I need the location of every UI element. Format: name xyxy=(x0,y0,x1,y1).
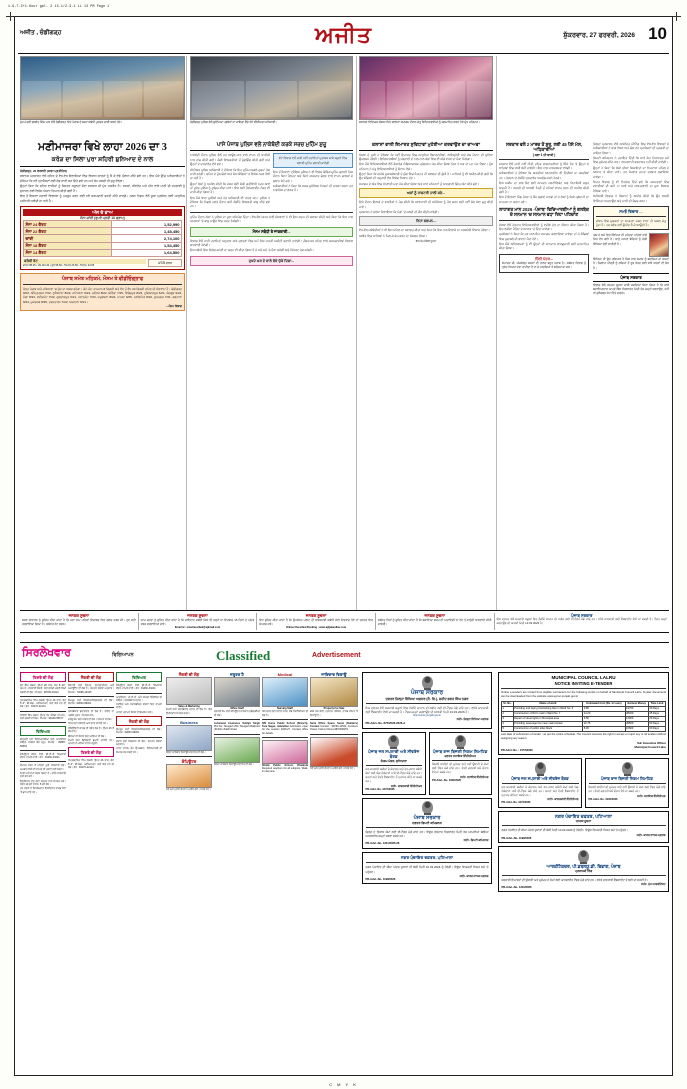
col2-body-c: ਮੁਹਿੰਮ ਦੌਰਾਨ ਲੋਕਾਂ ਨੇ ਪੁਲਿਸ ਦਾ ਪੂਰਾ ਸਹਿਯੋਗ ਦਿੱਤਾ। ਵੱਖ-ਵੱਖ ਸਮਾਜ ਸੇਵੀ ਸੰਸਥਾਵਾਂ ਨੇ ਵੀ ਇਸ ਕਦਮ ਦੀ ਸ਼ਲਾਘਾ ਕੀਤੀ ਅਤੇ ਕਿਹਾ ਕਿ ਇਸ ਨਾਲ ਅਪਰਾਧਾਂ 'ਤੇ ਕਾਬੂ ਪਾਉਣ ਵਿਚ ਮਦਦ ਮਿਲੇਗੀ। xyxy=(190,214,353,224)
photo-figures xyxy=(191,81,352,117)
tender-preview-title: ਪੰਜਾਬ ਸਰਕਾਰ xyxy=(571,613,593,618)
public-notice-title: ਜਨਤਕ ਸੂਚਨਾ xyxy=(424,613,445,618)
columnist-text-2: ਸਿੱਖਿਆ ਹੀ ਉਹ ਹਥਿਆਰ ਹੈ ਜਿਸ ਨਾਲ ਸਮਾਜ ਨੂੰ ਬਦਲਿਆ ਜਾ ਸਕਦਾ ਹੈ। ਨੌਜਵਾਨ ਪੀੜ੍ਹੀ ਨੂੰ ਨਸ਼ਿਆਂ ਤੋਂ ਦੂਰ ਰੱਖਣ ਲਈ ਸਾਂਝੇ ਯਤਨਾਂ ਦੀ ਲੋੜ ਹੈ। xyxy=(593,257,669,270)
govt-ad-header: ਪੰਜਾਬ ਸਰਕਾਰ xyxy=(413,815,441,822)
classified-ad: ਬਾਰ੍ਹਵੀਂ ਪਾਸ ਵਿਦਿਆਰਥੀਆਂ ਲਈ ਆਈਲੈਟਸ ਕੋਚਿੰਗ, ਸਪੈਸ਼ਲ ਬੈਚ ਸ਼ੁਰੂ। ਸੰਪਰਕ : 99887-66554 xyxy=(20,738,66,748)
note-box-1 xyxy=(190,227,353,237)
gold-box-title: ਅੱਜ ਦੇ ਭਾਅ xyxy=(23,209,182,216)
tender-note: Last date of submission of tender : as per the online schedule. The Council reserves the right to accept or reject any or all tenders without assigning any reason. xyxy=(501,733,666,741)
public-notice-body: ਇਹ ਸੂਚਿਤ ਕੀਤਾ ਜਾਂਦਾ ਹੈ ਕਿ ਉਪਰੋਕਤ ਪਲਾਟ ਦੀ ਰਜਿਸਟਰੀ ਸਬੰਧੀ ਕੋਈ ਇਤਰਾਜ਼ ਹੋਵੇ ਤਾਂ ਦਫ਼ਤਰ ਵਿਚ ਸੰਪਰਕ ਕਰੋ। xyxy=(259,618,373,627)
govt-ad-sub: ਦਫ਼ਤਰ ਜ਼ਿਲ੍ਹਾ ਸਿੱਖਿਆ ਅਫ਼ਸਰ (ਸੈ. ਸਿ.), ਸ਼ਹੀਦ ਭਗਤ ਸਿੰਘ ਨਗਰ xyxy=(385,696,469,701)
public-notice xyxy=(139,613,258,630)
display-ad-title: ਨੌਕਰੀ ਦੀ ਲੋੜ xyxy=(178,672,200,677)
display-ad-body: ਨਵੇਂ ਅਤੇ ਪੁਰਾਣੇ ਲੈਪਟਾਪ ਖ਼ਰੀਦੋ-ਵੇਚੋ। ਸਸਤੇ ਰੇਟ। xyxy=(166,788,211,791)
col2-headline: ਪਾਸੇ ਪੰਜਾਬ ਪੁਲਿਸ ਵਲੋਂ ਨਾਕੇਬੰਦੀ ਕਰਕੇ ਸਰਚ ਮੁਹਿੰਮ ਸ਼ੁਰੂ xyxy=(216,142,327,148)
tender-col-head: Sr. No. xyxy=(503,702,512,706)
classified-col-1 xyxy=(20,672,66,795)
company-ad-body: Admission open for the session 2026-27. Contact office for details. xyxy=(262,725,308,735)
classified-heading-block xyxy=(116,716,162,726)
tender-cell: 30 Days xyxy=(648,706,665,711)
govt-ad-body: ਨਗਰ ਪੰਚਾਇਤ ਦੀ ਸੀਮਾ ਅੰਦਰ ਦੁਕਾਨਾਂ ਦੀ ਬੋਲੀ ਮਿਤੀ 10.03.2026 ਨੂੰ ਹੋਵੇਗੀ। ਇਛੁੱਕ ਵਿਅਕਤੀ ਨਿਯਤ ਸਮੇਂ 'ਤੇ ਪਹੁੰਚਣ। xyxy=(365,865,489,874)
tender-cell: 13000 xyxy=(625,716,648,721)
display-ad-title: ਜਾਇਦਾਦ ਵਿਕਾਊ xyxy=(321,672,347,677)
column-rule-1 xyxy=(186,56,187,611)
col3-tiny-note: ਇਸ ਲੇਖ ਸੰਬੰਧੀ ਸੂਚਨਾ xyxy=(415,240,437,244)
lead-photo-2-wrap xyxy=(190,56,353,125)
display-ad-image xyxy=(166,764,212,788)
lead-body-left: ਚੰਡੀਗੜ੍ਹ, 26 ਫਰਵਰੀ (ਸਾਡਾ ਪ੍ਰਤੀਨਿਧ) ਸਥਾਨਕ ਪ੍ਰਸ਼ਾਸਨ ਵੱਲੋਂ ਸ਼ਹਿਰ ਦੇ ਵੱਖ-ਵੱਖ ਇਲਾਕਿਆਂ ਵਿਚ ਵਿਕਾਸ ਕਾਰਜਾਂ ਨੂੰ ਲੈ ਕੇ ਵੱਡੇ ਐਲਾਨ ਕੀਤੇ ਗਏ ਹਨ। ਇਸ ਮੌਕੇ ਉੱਚ ਅਧਿਕਾਰੀਆਂ ਨੇ ਦੱਸਿਆ ਕਿ ਨਵੇਂ ਪ੍ਰਾਜੈਕਟਾਂ ਲਈ ਫੰਡ ਜਾਰੀ ਕਰ ਦਿੱਤੇ ਗਏ ਹਨ ਅਤੇ ਕੰਮ ਜਲਦੀ ਹੀ ਸ਼ੁਰੂ ਹੋਵੇਗਾ। ਉਨ੍ਹਾਂ ਕਿਹਾ ਕਿ ਸ਼ਹਿਰ ਵਾਸੀਆਂ ਨੂੰ ਬਿਹਤਰ ਸਹੂਲਤਾਂ ਦੇਣਾ ਸਰਕਾਰ ਦੀ ਮੁੱਖ ਤਰਜੀਹ ਹੈ। ਸੜਕਾਂ, ਸੀਵਰੇਜ ਅਤੇ ਪੀਣ ਵਾਲੇ ਪਾਣੀ ਦੀ ਸਪਲਾਈ ਨੂੰ ਸੁਧਾਰਨ ਲਈ ਵਿਸ਼ੇਸ਼ ਯੋਜਨਾ ਤਿਆਰ ਕੀਤੀ ਗਈ ਹੈ। ਇਸ ਤੋਂ ਇਲਾਵਾ ਸਫ਼ਾਈ ਵਿਵਸਥਾ ਨੂੰ ਮਜ਼ਬੂਤ ਕਰਨ ਲਈ ਨਵੇਂ ਕਰਮਚਾਰੀ ਭਰਤੀ ਕੀਤੇ ਜਾਣਗੇ। ਨਗਰ ਨਿਗਮ ਵੱਲੋਂ ਕੂੜਾ ਪ੍ਰਬੰਧਨ ਲਈ ਆਧੁਨਿਕ ਮਸ਼ੀਨਰੀ ਖ਼ਰੀਦੀ ਜਾ ਰਹੀ ਹੈ। xyxy=(20,168,185,203)
state-emblem-icon xyxy=(388,735,399,748)
classified-banner-title: Classified xyxy=(216,648,271,663)
tender-cell: 28400 xyxy=(625,711,648,716)
company-ad-2 xyxy=(262,764,308,774)
col2-body-a: ਨਾਕੇਬੰਦੀ ਦੌਰਾਨ ਪੁਲਿਸ ਵੱਲੋਂ ਹਰ ਆਉਣ-ਜਾਣ ਵਾਲੇ ਵਾਹਨ ਦੀ ਬਾਰੀਕੀ ਨਾਲ ਜਾਂਚ ਕੀਤੀ ਗਈ। ਸ਼ੱਕੀ ਵਿਅਕਤੀਆਂ ਤੋਂ ਪੁੱਛਗਿੱਛ ਕੀਤੀ ਗਈ ਅਤੇ ਉਨ੍ਹਾਂ ਦੇ ਦਸਤਾਵੇਜ਼ ਵੇਖੇ ਗਏ। ਸੀਨੀਅਰ ਪੁਲਿਸ ਅਧਿਕਾਰੀ ਨੇ ਦੱਸਿਆ ਕਿ ਇਹ ਮੁਹਿੰਮ ਅਗਲੇ ਹੁਕਮਾਂ ਤੱਕ ਜਾਰੀ ਰਹੇਗੀ। ਸ਼ਹਿਰ ਦੇ ਮੁੱਖ ਚੌਕਾਂ ਅਤੇ ਬੱਸ ਅੱਡਿਆਂ 'ਤੇ ਵਿਸ਼ੇਸ਼ ਨਜ਼ਰ ਰੱਖੀ ਜਾ ਰਹੀ ਹੈ। ਉਨ੍ਹਾਂ ਲੋਕਾਂ ਨੂੰ ਅਪੀਲ ਕੀਤੀ ਕਿ ਜੇਕਰ ਕੋਈ ਸ਼ੱਕੀ ਗਤੀਵਿਧੀ ਨਜ਼ਰ ਆਵੇ ਤਾਂ ਤੁਰੰਤ ਪੁਲਿਸ ਨੂੰ ਸੂਚਿਤ ਕੀਤਾ ਜਾਵੇ। ਇਸ ਲਈ ਹੈਲਪਲਾਈਨ ਨੰਬਰ ਵੀ ਜਾਰੀ ਕੀਤਾ ਗਿਆ ਹੈ। ਇਸ ਮੌਕੇ ਥਾਣਾ ਮੁਖੀਆਂ ਅਤੇ ਹੋਰ ਅਧਿਕਾਰੀ ਵੀ ਹਾਜ਼ਰ ਸਨ। ਪੁਲਿਸ ਨੇ ਦੱਸਿਆ ਕਿ ਪਿਛਲੇ ਹਫ਼ਤੇ ਦੌਰਾਨ ਕਈ ਲੋੜੀਂਦੇ ਵਿਅਕਤੀ ਕਾਬੂ ਕੀਤੇ ਗਏ ਹਨ। xyxy=(190,153,270,209)
display-ad-body: ਚੱਲਦਾ ਕਾਰੋਬਾਰ ਵਿਕਾਊ/ਪਾਰਟਨਰ ਦੀ ਲੋੜ। xyxy=(214,762,254,766)
tender-col-head: Name of work xyxy=(513,701,583,706)
weather-title: ਪੰਜਾਬ ਸਮੇਤ ਮਹਿਕਮੇ, ਮੌਸਮ ਤੇ ਵੀਡੀਓਗ੍ਰਾਫ xyxy=(61,275,144,282)
note-box-2 xyxy=(190,256,353,266)
govt-ad xyxy=(362,732,426,795)
gold-row-value: 2,74,100 xyxy=(112,235,182,242)
currency-note: ਡਾਲਰ 88.25 • ਪੌਂਡ 110.40 • ਯੂਰੋ 95.60 • ਰਿਆਲ 23.50 • ਦਿਰਹਮ 24.05 xyxy=(23,263,95,267)
public-notice-title: ਜਨਤਕ ਸੂਚਨਾ xyxy=(305,613,327,618)
govt-ad-body: ਬਿਜਲੀ ਲਾਈਨਾਂ ਦੀ ਮੁਰੰਮਤ ਅਤੇ ਨਵੀਂ ਉਸਾਰੀ ਦੇ ਕੰਮਾਂ ਲਈ ਟੈਂਡਰ ਮੰਗੇ ਜਾਂਦੇ ਹਨ। ਵੇਰਵੇ ਦਫ਼ਤਰੀ ਸਮੇਂ ਦੌਰਾਨ ਵੇਖੇ ਜਾ ਸਕਦੇ ਹਨ। xyxy=(588,784,666,793)
tender-cell: 45500 xyxy=(625,721,648,726)
tender-cell: 1 xyxy=(502,706,514,711)
state-emblem-icon xyxy=(622,762,633,775)
lead-photo-1-caption: ਮੁੱਖ ਮੰਤਰੀ ਭਗਵੰਤ ਸਿੰਘ ਮਾਨ ਵੱਲੋਂ ਚੰਡੀਗੜ੍ਹ ਵਿਖੇ ਪੰਜਾਬ ਦੇ ਬਜਟ ਸਬੰਧੀ ਪੁਸਤਕ ਜਾਰੀ ਕਰਦੇ ਹੋਏ। xyxy=(20,120,123,124)
classified-ad-extra: ਸੰਪਰਕ ਕਰਨ ਤੋਂ ਪਹਿਲਾਂ ਪੂਰੀ ਜਾਣਕਾਰੀ ਲਵੋ। ਅਖ਼ਬਾਰ ਕਿਸੇ ਵੀ ਦਾਅਵੇ ਦੀ ਪੁਸ਼ਟੀ ਨਹੀਂ ਕਰਦਾ। ਮਿਤੀ ਅਤੇ ਸਮਾਂ ਬਦਲ ਸਕਦਾ ਹੈ। ਵਧੇਰੇ ਜਾਣਕਾਰੀ ਲਈ ਫ਼ੋਨ ਕਰੋ। ਇਸ਼ਤਿਹਾਰ ਦੇਣ ਲਈ ਦਫ਼ਤਰ ਨਾਲ ਸੰਪਰਕ ਕਰੋ। ਸਵੇਰੇ 10 ਵਜੇ ਤੋਂ ਸ਼ਾਮ 5 ਵਜੇ ਤੱਕ। ਹਰ ਤਰ੍ਹਾਂ ਦੇ ਸਿਰਲੇਖਵਾਰ ਇਸ਼ਤਿਹਾਰ ਵਾਜਬ ਰੇਟਾਂ 'ਤੇ ਛਾਪੇ ਜਾਂਦੇ ਹਨ। xyxy=(20,764,66,794)
crop-mark-tr xyxy=(672,12,681,21)
govt-ad-sign: ਸਹੀ/- ਕਾਰਜਕਾਰੀ ਇੰਜੀਨੀਅਰ xyxy=(547,797,579,802)
right-top-headline: ਸਰਕਾਰ ਵਲੋਂ 2 ਮਾਰਚ ਤੋਂ ਸ਼ੁਰੂ, ਲਈ 45 ਪੈਸੇ ਮੇਲ, ਅਧਿਕਾਰੀਆਂ xyxy=(505,142,583,153)
tender-preview-body: ਇਸ ਦਫ਼ਤਰ ਵੱਲੋਂ ਸਰਕਾਰੀ ਸਕੂਲਾਂ ਵਿਚ ਲੋੜੀਂਦੇ ਸਾਮਾਨ ਦੀ ਖ਼ਰੀਦ ਲਈ ਈ-ਟੈਂਡਰ ਮੰਗੇ ਜਾਂਦੇ ਹਨ। ਵਧੇਰੇ ਜਾਣਕਾਰੀ ਲਈ ਵੈੱਬਸਾਈਟ ਵੇਖੀ ਜਾ ਸਕਦੀ ਹੈ। ਟੈਂਡਰ ਜਮ੍ਹਾਂ ਕਰਵਾਉਣ ਦੀ ਆਖ਼ਰੀ ਮਿਤੀ 13.03.2026 ਹੈ। xyxy=(496,617,668,625)
photo-figures xyxy=(360,81,492,117)
editorial-note-box xyxy=(499,254,589,273)
gold-row-label: ਸੋਨਾ 18 ਕੈਰਟ xyxy=(24,242,112,249)
classified-heading-block xyxy=(20,726,66,736)
note-box-3-title: ਅਸਾਂ ਨੂੰ ਰਾਸ਼ਟਰੀ ਹਾਲੀ ਬਣੇ... xyxy=(406,191,446,196)
classified-ad: ਫੈਕਟਰੀ ਲਈ ਹੈਲਪਰ, ਸੁਪਰਵਾਈਜ਼ਰ ਅਤੇ ਅਕਾਊਂਟੈਂਟ ਦੀ ਲੋੜ ਹੈ। ਤਨਖ਼ਾਹ ਯੋਗਤਾ ਅਨੁਸਾਰ। ਸੰਪਰਕ : 70098-12345 xyxy=(68,684,114,694)
display-ad-body: 200 ਗਜ਼ ਕੋਠੀ, ਪ੍ਰਾਈਮ ਲੋਕੇਸ਼ਨ, ਵਾਜਬ ਕੀਮਤ 'ਤੇ ਵਿਕਾਊ ਹੈ। xyxy=(310,710,358,717)
classified-display-3 xyxy=(262,672,308,774)
tender-sign-1: Sd/- Executive Officer xyxy=(637,741,666,746)
editorial-note-text: ਸੰਪਾਦਕ ਜੀ, ਅੱਜਕੱਲ੍ਹ ਸੜਕਾਂ ਦੀ ਹਾਲਤ ਬਹੁਤ ਖ਼ਰਾਬ ਹੈ। ਸਬੰਧਤ ਵਿਭਾਗ ਨੂੰ ਤੁਰੰਤ ਧਿਆਨ ਦੇਣਾ ਚਾਹੀਦਾ ਹੈ ਤਾਂ ਜੋ ਹਾਦਸਿਆਂ ਤੋਂ ਬਚਿਆ ਜਾ ਸਕੇ। xyxy=(502,260,586,269)
col3-headline: ਕਲਾਸਾਂ ਵਾਲੀ ਇਮਾਰਤ ਸੁਵਿਧਾਵਾਂ ਮੁਹੱਈਆ ਕਰਵਾਉਣ ਦਾ ਦਾਅਵਾ xyxy=(372,142,480,147)
govt-ad-press-no: PR-Advt.-No. 1198/2026 xyxy=(365,877,396,881)
gold-row-label: ਸੋਨਾ 24 ਕੈਰਟ xyxy=(24,221,112,228)
note-box-4-title: ਰਿਹਾ ਬਚਪਨ... xyxy=(416,219,436,224)
tender-title-1: MUNICIPAL COUNCIL LALRU xyxy=(551,675,616,680)
lead-photo-2-caption: ਚੰਡੀਗੜ੍ਹ ਪੁਲਿਸ ਵੱਲੋਂ ਸੁਰੱਖਿਆ ਪ੍ਰਬੰਧਾਂ ਦਾ ਜਾਇਜ਼ਾ ਲੈਂਦੇ ਹੋਏ ਸੀਨੀਅਰ ਅਧਿਕਾਰੀ। xyxy=(190,120,278,124)
display-ad-image xyxy=(214,737,260,763)
lead-photo-3 xyxy=(359,56,493,120)
classified-col-3 xyxy=(116,672,162,755)
classified-ad-extra-3: ਆਈਲੈਟਸ, ਪੀ.ਟੀ.ਈ. ਅਤੇ ਸਪੋਕਨ ਇੰਗਲਿਸ਼ ਦੀ ਕੋਚਿੰਗ। ਤਜਰਬੇਕਾਰ ਸਟਾਫ਼। ਨਰਸਿੰਗ ਅਤੇ ਪੈਰਾਮੈਡੀਕਲ ਕੋਰਸਾਂ ਵਿਚ ਦਾਖ਼ਲਾ ਜਾਰੀ। ਮਾਨਤਾ ਪ੍ਰਾਪਤ ਸੰਸਥਾ ਤੋਂ ਡਿਪਲੋਮਾ ਕਰੋ। xyxy=(116,695,162,714)
table-row xyxy=(24,221,182,228)
gold-row-value: 1,52,990 xyxy=(112,221,182,228)
gold-row-label: ਸੋਨਾ 22 ਕੈਰਟ xyxy=(24,228,112,235)
tender-cell: Repair of street lights in Municipal area xyxy=(513,716,583,721)
table-row xyxy=(502,726,666,731)
classified-ad: ਕੰਪਿਊਟਰ ਕੋਰਸ, ਟੈਲੀ, ਡੀ.ਟੀ.ਪੀ. ਸਿਖਲਾਈ ਕੇਂਦਰ, ਦਾਖ਼ਲੇ ਜਾਰੀ। ਫ਼ੋਨ : 81460-33221 xyxy=(116,684,162,691)
right-body-d: ਵਿਭਾਗ ਵੱਲੋਂ ਜਨਤਕ ਸੂਚਨਾ ਜਾਰੀ ਕਰਦਿਆਂ ਕਿਹਾ ਗਿਆ ਹੈ ਕਿ ਸਾਰੇ ਬਕਾਇਆਦਾਰ ਆਪਣੇ ਬਿੱਲ ਨਿਰਧਾਰਤ ਮਿਤੀ ਤੱਕ ਜਮ੍ਹਾਂ ਕਰਵਾਉਣ, ਨਹੀਂ ਤਾਂ ਕੁਨੈਕਸ਼ਨ ਕੱਟ ਦਿੱਤੇ ਜਾਣਗੇ। xyxy=(593,283,669,296)
classified-banner-left-sub: ਵਿਗਿਆਪਨ xyxy=(112,652,134,658)
public-notice-title: ਜਨਤਕ ਸੂਚਨਾ xyxy=(187,613,208,618)
display-ad-caption: Sales & Marketing xyxy=(178,705,200,708)
gold-rate-box xyxy=(20,206,185,270)
govt-ad-body: ਜਲ ਸਪਲਾਈ ਸਕੀਮਾਂ ਦੇ ਸੰਚਾਲਨ ਅਤੇ ਰੱਖ-ਰਖਾਵ ਸਬੰਧੀ ਕੰਮਾਂ ਲਈ ਯੋਗ ਠੇਕੇਦਾਰਾਂ ਪਾਸੋਂ ਈ-ਟੈਂਡਰ ਮੰਗੇ ਜਾਂਦੇ ਹਨ। ਸ਼ਰਤਾਂ ਅਤੇ ਵੇਰਵੇ ਵੈੱਬਸਾਈਟ ਤੋਂ ਪ੍ਰਾਪਤ ਕੀਤੇ ਜਾ ਸਕਦੇ ਹਨ। xyxy=(365,767,422,784)
thought-box-text: ਜੀਵਨ ਵਿਚ ਮੁਸ਼ਕਲਾਂ ਦਾ ਸਾਹਮਣਾ ਕਰਨ ਵਾਲਾ ਹੀ ਅਸਲ ਜੇਤੂ ਹੁੰਦਾ ਹੈ। ਹਰ ਸਵੇਰ ਨਵੀਂ ਉਮੀਦ ਲੈ ਕੇ ਆਉਂਦੀ ਹੈ। xyxy=(596,218,666,228)
govt-ad-sub: ਪ੍ਰਸ਼ਾਸਕੀ ਵਿੰਗ xyxy=(574,868,593,873)
tender-cell: 2 xyxy=(502,711,514,716)
tender-cell: 22.75 xyxy=(583,721,625,726)
tender-cell: Providing and laying interlocking tiles in Ward No. 5 xyxy=(513,706,583,711)
lead-photo-1-wrap xyxy=(20,56,185,125)
classified-ad-extra-4: ਦੁਕਾਨ ਲਈ ਸੇਲਜ਼ਮੈਨ ਦੀ ਲੋੜ। ਤਨਖ਼ਾਹ ਯੋਗਤਾ ਅਨੁਸਾਰ। ਪਾਰਟ ਟਾਈਮ ਕੰਮ ਉਪਲਬਧ। ਵਿਦਿਆਰਥੀ ਵੀ ਸੰਪਰਕ ਕਰ ਸਕਦੇ ਹਨ। xyxy=(116,739,162,754)
govt-ad-url[interactable]: http://eproc.punjab.gov.in xyxy=(413,714,441,717)
classified-heading: ਰਿਸ਼ਤੇ ਦੀ ਲੋੜ xyxy=(32,674,54,680)
tender-col-head: Earnest Money xyxy=(625,701,648,706)
govt-ad-sub: ਜਨਤਕ ਸੂਚਨਾ xyxy=(575,819,592,824)
classified-display-2 xyxy=(214,672,260,766)
govt-ad-press-no: PR-Advt.-No. 875/2026-2026-A xyxy=(365,721,406,726)
govt-ad-sign: ਸਹੀ/- ਕਾਰਜ ਸਾਧਕ ਅਫ਼ਸਰ xyxy=(459,873,489,878)
company-ad-name: Shakti Public School, Bhatinda xyxy=(262,763,308,767)
govt-ad-header: ਨਗਰ ਪੰਚਾਇਤ ਦਫ਼ਤਰ, ਪਟਿਆਲਾ xyxy=(555,814,612,820)
display-ad-title: Business xyxy=(180,719,198,725)
govt-ad-header: ਪੰਜਾਬ ਰਾਜ ਬਿਜਲੀ ਨਿਗਮ ਲਿਮਟਿਡ xyxy=(432,749,488,755)
company-ad-body: Plot No. Tarogarh 252, Tarogarh Ballpoint (Public) Jhabh Road xyxy=(214,725,260,732)
column-left xyxy=(20,142,185,311)
column-rule-2 xyxy=(356,56,357,611)
tender-cell: 60 Days xyxy=(648,721,665,726)
lead-headline: ਮਣੀਮਾਜਰਾ ਵਿਖੇ ਲਾਹਾ 2026 ਦਾ 3 xyxy=(38,142,167,153)
classified-ad: ਸ਼ੋਅਰੂਮ ਲਈ ਸੇਲਜ਼ਮੈਨ/ਸੇਲਜ਼ਗਰਲ ਦੀ ਲੋੜ। ਸੰਪਰਕ : 62830-99001 xyxy=(116,728,162,735)
public-notice xyxy=(20,613,139,630)
govt-ad-body: ਜਲ ਸਪਲਾਈ ਸਕੀਮਾਂ ਦੇ ਸੰਚਾਲਨ ਅਤੇ ਰੱਖ-ਰਖਾਵ ਸਬੰਧੀ ਕੰਮਾਂ ਲਈ ਯੋਗ ਠੇਕੇਦਾਰਾਂ ਪਾਸੋਂ ਈ-ਟੈਂਡਰ ਮੰਗੇ ਜਾਂਦੇ ਹਨ। ਸ਼ਰਤਾਂ ਅਤੇ ਵੇਰਵੇ ਵੈੱਬਸਾਈਟ ਤੋਂ ਪ੍ਰਾਪਤ ਕੀਤੇ ਜਾ ਸਕਦੇ ਹਨ। xyxy=(501,784,579,797)
note-box-1-title: ਮੌਸਮ ਸਬੰਧੀ ਤੇ ਜਾਣਕਾਰੀ... xyxy=(252,229,291,234)
lead-photo-1 xyxy=(20,56,185,120)
table-row xyxy=(24,249,182,256)
classified-heading: ਨੌਕਰੀ ਦੀ ਲੋੜ xyxy=(80,674,102,680)
tender-cell: 30 Days xyxy=(648,726,665,731)
govt-ad-header: ਪੰਜਾਬ ਸਰਕਾਰ xyxy=(410,689,444,696)
right-body-c: ਜ਼ਿਲ੍ਹਾ ਪ੍ਰਸ਼ਾਸਨ ਵੱਲੋਂ ਆਯੋਜਿਤ ਮੀਟਿੰਗ ਵਿਚ ਵੱਖ-ਵੱਖ ਵਿਭਾਗਾਂ ਦੇ ਅਧਿਕਾਰੀਆਂ ਨੇ ਭਾਗ ਲਿਆ ਅਤੇ ਚੱਲ ਰਹੇ ਪ੍ਰਾਜੈਕਟਾਂ ਦੀ ਪ੍ਰਗਤੀ ਦਾ ਜਾਇਜ਼ਾ ਲਿਆ। ਡਿਪਟੀ ਕਮਿਸ਼ਨਰ ਨੇ ਹਦਾਇਤ ਦਿੱਤੀ ਕਿ ਸਾਰੇ ਕੰਮ ਨਿਰਧਾਰਤ ਸਮੇਂ ਵਿਚ ਮੁਕੰਮਲ ਕੀਤੇ ਜਾਣ। ਲਾਪਰਵਾਹੀ ਬਰਦਾਸ਼ਤ ਨਹੀਂ ਕੀਤੀ ਜਾਵੇਗੀ। ਉਨ੍ਹਾਂ ਨੇ ਕਿਹਾ ਕਿ ਲੋਕਾਂ ਦੀਆਂ ਸ਼ਿਕਾਇਤਾਂ ਦਾ ਨਿਪਟਾਰਾ ਪਹਿਲ ਦੇ ਆਧਾਰ 'ਤੇ ਕੀਤਾ ਜਾਵੇ। ਹਰ ਸੋਮਵਾਰ ਜਨਤਾ ਦਰਬਾਰ ਲਗਾਇਆ ਜਾਵੇਗਾ। ਸਿਹਤ ਵਿਭਾਗ ਨੂੰ ਵੀ ਨਿਰਦੇਸ਼ ਦਿੱਤੇ ਗਏ ਕਿ ਹਸਪਤਾਲਾਂ ਵਿਚ ਦਵਾਈਆਂ ਦੀ ਕਮੀ ਨਾ ਆਵੇ ਅਤੇ ਸਾਫ਼-ਸਫ਼ਾਈ ਦਾ ਪੂਰਾ ਖ਼ਿਆਲ ਰੱਖਿਆ ਜਾਵੇ। ਖੇਤੀਬਾੜੀ ਵਿਭਾਗ ਨੇ ਕਿਸਾਨਾਂ ਨੂੰ ਅਪੀਲ ਕੀਤੀ ਕਿ ਉਹ ਫ਼ਸਲੀ ਵਿਭਿੰਨਤਾ ਅਪਣਾਉਣ ਅਤੇ ਪਾਣੀ ਦੀ ਬੱਚਤ ਕਰਨ। xyxy=(593,142,669,203)
body-area xyxy=(18,54,671,1074)
masthead-edition: ਅਜੀਤ , ਚੰਡੀਗੜ੍ਹ xyxy=(20,30,62,36)
company-ad-body: Required teachers for all subjects. Walk-in interview. xyxy=(262,767,308,774)
classified-heading-block xyxy=(20,672,66,682)
govt-ad-header: ਨਗਰ ਪੰਚਾਇਤ ਦਫ਼ਤਰ, ਪਟਿਆਲਾ xyxy=(401,855,453,861)
govt-ad-body: ਸਰਕਾਰੀ ਇਮਾਰਤਾਂ ਦੀ ਉਸਾਰੀ ਅਤੇ ਮੁਰੰਮਤ ਦੇ ਕੰਮਾਂ ਲਈ ਆਨਲਾਈਨ ਟੈਂਡਰ ਮੰਗੇ ਜਾਂਦੇ ਹਨ। ਵਧੇਰੇ ਜਾਣਕਾਰੀ ਵੈੱਬਸਾਈਟ ਤੋਂ ਲਈ ਜਾ ਸਕਦੀ ਹੈ। xyxy=(501,877,649,882)
sidebar-note-blue xyxy=(273,153,353,168)
tender-cell: Providing sewerage line near main bazaar xyxy=(513,721,583,726)
company-ad-name: Sarla Office Space Suren (Builders) Contact xyxy=(310,721,358,728)
gold-row-value: 1,54,450 xyxy=(112,242,182,249)
govt-ad-press-no: PR-Advt.-No. 1241/2026-26 xyxy=(365,842,400,846)
govt-ad-header: ਪੰਜਾਬ ਜਲ ਸਪਲਾਈ ਅਤੇ ਸੀਵਰੇਜ ਬੋਰਡ xyxy=(368,749,420,760)
classified-ad: ਸ਼ੋਅਰੂਮ ਲਈ ਸੇਲਜ਼ਮੈਨ/ਸੇਲਜ਼ਗਰਲ ਦੀ ਲੋੜ। ਸੰਪਰਕ : 62830-99001 xyxy=(68,698,114,705)
company-ad xyxy=(214,722,260,732)
color-registration-footer: C M Y K xyxy=(329,1082,358,1087)
tender-cell: 8.30 xyxy=(583,726,625,731)
classified-ad-extra-2: ਤਜਰਬੇਕਾਰ ਡਰਾਈਵਰ ਦੀ ਲੋੜ ਹੈ। ਰਹਿਣ ਦਾ ਪ੍ਰਬੰਧ ਮੁਫ਼ਤ। ਸੰਪਰਕ ਕਰੋ। ਘਰੇਲੂ ਕੰਮ ਲਈ ਔਰਤ ਦੀ ਲੋੜ। ਤਨਖ਼ਾਹ ਵਾਜਬ। ਹੋਟਲ ਲਈ ਰਸੋਈਏ ਅਤੇ ਵੇਟਰ ਚਾਹੀਦੇ ਹਨ। ਸਕਿਉਰਿਟੀ ਗਾਰਡ ਦੀ ਤੁਰੰਤ ਲੋੜ ਹੈ। ਉਮਰ 25 ਤੋਂ 45 ਸਾਲ। ਬੱਚਿਆਂ ਦੀ ਸੰਭਾਲ ਲਈ ਆਇਆ ਦੀ ਲੋੜ। ਕੰਪਨੀ ਲਈ ਡਿਲਿਵਰੀ ਬੁਆਏ ਚਾਹੀਦੇ ਹਨ। ਆਪਣਾ ਦੋ-ਪਹੀਆ ਵਾਹਨ ਜ਼ਰੂਰੀ। xyxy=(68,710,114,746)
editorial-note-title: ਚਿੱਠੀ ਪੱਤਰ... xyxy=(535,256,553,261)
lead-photo-3-caption: ਸਥਾਨਕ ਵਿਦਿਅਕ ਸੰਸਥਾ ਵਿਖੇ ਸਾਲਾਨਾ ਸਮਾਗਮ ਦੌਰਾਨ ਜੇਤੂ ਵਿਦਿਆਰਥੀਆਂ ਨੂੰ ਸਨਮਾਨਿਤ ਕਰਦੇ ਹੋਏ ਮੁੱਖ ਮਹਿਮਾਨ। xyxy=(359,120,481,124)
public-notice-title: ਜਨਤਕ ਸੂਚਨਾ xyxy=(68,613,90,618)
col2-body-d: ਵਿਭਾਗ ਵੱਲੋਂ ਜਾਰੀ ਹਦਾਇਤਾਂ ਅਨੁਸਾਰ ਸਾਰੇ ਦਫ਼ਤਰਾਂ ਵਿਚ ਸਮੇਂ ਸਿਰ ਹਾਜ਼ਰੀ ਯਕੀਨੀ ਬਣਾਈ ਜਾਵੇਗੀ। ਗ਼ੈਰਹਾਜ਼ਰ ਰਹਿਣ ਵਾਲੇ ਕਰਮਚਾਰੀਆਂ ਖ਼ਿਲਾਫ਼ ਕਾਰਵਾਈ ਹੋਵੇਗੀ। ਇਸ ਸਬੰਧੀ ਇਕ ਵਿਸ਼ੇਸ਼ ਕਮੇਟੀ ਦਾ ਗਠਨ ਵੀ ਕੀਤਾ ਗਿਆ ਹੈ ਜੋ ਸਮੇਂ-ਸਮੇਂ 'ਤੇ ਦੌਰਾ ਕਰੇਗੀ ਅਤੇ ਰਿਪੋਰਟ ਪੇਸ਼ ਕਰੇਗੀ। xyxy=(190,238,353,253)
weather-signature: —ਮੌਸਮ ਵਿਭਾਗ xyxy=(165,303,182,308)
gold-rate-table xyxy=(23,220,182,257)
right-body-a: ਸਰਕਾਰ ਵੱਲੋਂ ਜਾਰੀ ਨਵੀਂ ਨੀਤੀ ਤਹਿਤ ਲਾਭਪਾਤਰੀਆਂ ਨੂੰ ਸਿੱਧੇ ਤੌਰ 'ਤੇ ਉਨ੍ਹਾਂ ਦੇ ਖਾਤਿਆਂ ਵਿਚ ਰਾਸ਼ੀ ਭੇਜੀ ਜਾਵੇਗੀ। ਇਸ ਨਾਲ ਪਾਰਦਰਸ਼ਤਾ ਵਧੇਗੀ। ਅਧਿਕਾਰੀਆਂ ਨੇ ਦੱਸਿਆ ਕਿ ਅਰਜ਼ੀਆਂ ਆਨਲਾਈਨ ਵੀ ਦਿੱਤੀਆਂ ਜਾ ਸਕਦੀਆਂ ਹਨ। ਪੋਰਟਲ 'ਤੇ ਲੋੜੀਂਦੇ ਦਸਤਾਵੇਜ਼ ਅਪਲੋਡ ਕਰਨੇ ਹੋਣਗੇ। ਇਸ ਸਕੀਮ ਦਾ ਲਾਭ ਲੈਣ ਲਈ ਆਮਦਨ ਸਰਟੀਫਿਕੇਟ ਅਤੇ ਰਿਹਾਇਸ਼ੀ ਸਬੂਤ ਲਾਜ਼ਮੀ ਹੈ। ਅਰਜ਼ੀ ਦੀ ਆਖ਼ਰੀ ਮਿਤੀ ਤੋਂ ਪਹਿਲਾਂ ਫਾਰਮ ਭਰਨ ਦੀ ਅਪੀਲ ਕੀਤੀ ਗਈ ਹੈ। ਇਸ ਤੋਂ ਇਲਾਵਾ ਪਿੰਡ ਪੱਧਰ 'ਤੇ ਕੈਂਪ ਲਗਾਏ ਜਾਣਗੇ ਤਾਂ ਜੋ ਲੋਕਾਂ ਨੂੰ ਕਿਸੇ ਪ੍ਰੇਸ਼ਾਨੀ ਦਾ ਸਾਹਮਣਾ ਨਾ ਕਰਨਾ ਪਵੇ। xyxy=(499,161,589,204)
classified-heading: ਵਿਦਿਅਕ xyxy=(36,728,50,734)
classified-heading: ਰਿਸ਼ਤੇ ਦੀ ਲੋੜ xyxy=(80,749,102,755)
note-box-2-title: ਦੁਖਦੇ ਘਰ ਦੇ ਵਾਲੇ ਬੱਚੇ ਚੁੱਕੇ ਦਿਸ਼ਾ... xyxy=(248,258,295,263)
right-mid-headline: ਲਾਹਾਗਤ ਮਾਨ 2026 -ਪੰਜਾਬ' ਵਿਦਿਆਰਥੀਆਂ ਨੂੰ ਗਲਬੇਕ ਦੇ ਸਨਮਾਨ 'ਚ ਸਨਮਾਨ ਵਧਾ ਰਿਹਾ ਪਹਿਚਾਣ xyxy=(499,206,589,218)
column-four xyxy=(499,142,589,273)
govt-ad xyxy=(498,846,669,892)
classified-display-1 xyxy=(166,672,212,791)
govt-ad-sign: ਸਹੀ/- ਕਾਰਜ ਸਾਧਕ ਅਫ਼ਸਰ xyxy=(636,832,666,837)
govt-ad xyxy=(362,672,492,729)
sidebar-note-blue-text: ਫੋਟੋ ਵਿਭਾਗ ਵਲੋਂ ਜਾਰੀ ਨਵੀਂ ਹਦਾਇਤਾਂ ਮੁਤਾਬਕ ਸਾਰੇ ਸਕੂਲਾਂ ਵਿਚ ਸਫ਼ਾਈ ਮੁਹਿੰਮ ਚਲਾਈ ਜਾਵੇਗੀ xyxy=(278,156,348,165)
govt-ad-sign: ਸਹੀ/- ਸਹਾਇਕ ਇੰਜੀਨੀਅਰ xyxy=(637,793,666,798)
page-sheet xyxy=(14,16,673,1076)
tender-press-no: PR-Advt.-No. : 1557/2026 xyxy=(501,749,533,753)
classified-heading-block xyxy=(116,672,162,682)
govt-ad-sub: ਦਫ਼ਤਰ ਸਹਾਇਕ ਇੰਜੀਨੀਅਰ xyxy=(444,754,476,759)
lead-photo-2 xyxy=(190,56,353,120)
table-row xyxy=(24,235,182,242)
company-ad xyxy=(262,722,308,735)
display-ad-image xyxy=(262,740,308,764)
tender-col-head: Time Limit xyxy=(648,701,665,706)
company-ad-name: Luhanand Insurance Sukhjit Singh xyxy=(214,721,260,725)
display-ad-body: ਹਸਪਤਾਲ ਲਈ ਸਟਾਫ਼ ਨਰਸ, ਲੈਬ ਟੈਕਨੀਸ਼ੀਅਨ ਦੀ ਲੋੜ ਹੈ। xyxy=(262,710,308,717)
tender-cell: 14.20 xyxy=(583,711,625,716)
govt-ad-header: ਆਰਕੀਟੈਕਚਰ, ਪੀ.ਡਬਲਯੂ.ਡੀ. ਵਿਭਾਗ, ਪੰਜਾਬ xyxy=(546,863,621,869)
classified-ad: ਜੱਟ ਸਿੱਖ ਲੜਕਾ, ਉਮਰ 28 ਸਾਲ, ਕੱਦ 5'-10", ਐਮ.ਏ., ਸਰਕਾਰੀ ਨੌਕਰੀ, ਲਈ ਸੁਨੱਖੀ ਪੜ੍ਹੀ-ਲਿਖੀ ਲੜਕੀ ਦੀ ਲੋੜ। ਸੰਪਰਕ : 98765-43210 xyxy=(20,684,66,694)
column-three xyxy=(359,142,493,243)
currency-label: ਕਰੰਸੀ ਰੇਟ xyxy=(23,259,146,264)
masthead xyxy=(18,20,669,54)
display-ad-title: ਕੰਪਿਊਟਰ xyxy=(181,759,197,764)
display-ad-image xyxy=(310,677,358,707)
classified-banner-left: ਸਿਰਲੇਖਵਾਰ xyxy=(22,647,71,659)
display-ad-body: ਨਵੇਂ ਅਤੇ ਪੁਰਾਣੇ ਲੈਪਟਾਪ ਖ਼ਰੀਦੋ-ਵੇਚੋ। ਸਸਤੇ ਰੇਟ। xyxy=(310,766,355,770)
lead-dateline: ਚੰਡੀਗੜ੍ਹ, 26 ਫਰਵਰੀ (ਸਾਡਾ ਪ੍ਰਤੀਨਿਧ) xyxy=(20,168,68,173)
tender-cell: 19700 xyxy=(625,706,648,711)
tender-column xyxy=(498,672,669,892)
gold-row-label: ਸੋਨਾ 14 ਕੈਰਟ xyxy=(24,249,112,256)
note-box-4 xyxy=(359,216,493,226)
display-ad-image xyxy=(262,677,308,707)
weather-text: ਕੱਲ੍ਹ ਪੰਜਾਬ ਅਤੇ ਹਰਿਆਣਾ 'ਚ ਧੁੰਦ ਦਾ ਅਸਰ ਰਹੇਗਾ। ਘੱਟੋ-ਘੱਟ ਤਾਪਮਾਨ 8 ਡਿਗਰੀ ਅਤੇ ਵੱਧ ਤੋਂ ਵੱਧ 24 ਡਿਗਰੀ ਰਹਿਣ ਦੀ ਸੰਭਾਵਨਾ ਹੈ। ਚੰਡੀਗੜ੍ਹ 9/23, ਅੰਮ੍ਰਿਤਸਰ 7/22, ਲੁਧਿਆਣਾ 8/23, ਪਟਿਆਲਾ 9/24, ਜਲੰਧਰ 8/22, ਬਠਿੰਡਾ 7/25, ਫਿਰੋਜ਼ਪੁਰ 8/23, ਹੁਸ਼ਿਆਰਪੁਰ 6/21, ਸੰਗਰੂਰ 9/24, ਮੋਗਾ 8/23, ਫਰੀਦਕੋਟ 7/22, ਗੁਰਦਾਸਪੁਰ 6/21, ਪਠਾਨਕੋਟ 7/23, ਕਪੂਰਥਲਾ 8/22, ਮਾਨਸਾ 9/25, ਨਵਾਂਸ਼ਹਿਰ 8/22, ਰੂਪਨਗਰ 7/21, ਬਰਨਾਲਾ 9/24, ਮੁਕਤਸਰ 8/25, ਤਰਨਤਾਰਨ 7/22, ਅਜਨਾਲਾ 6/21। xyxy=(23,286,182,304)
govt-ad xyxy=(429,732,493,795)
tender-sign-2: Municipal Council Lalru xyxy=(634,745,666,750)
tender-cell: Construction of RCC road in Ward No. 7 xyxy=(513,711,583,716)
tender-cell: 4 xyxy=(502,721,514,726)
right-body-b: ਸੰਸਥਾ ਵੱਲੋਂ ਹੋਣਹਾਰ ਵਿਦਿਆਰਥੀਆਂ ਨੂੰ ਵਜ਼ੀਫ਼ੇ ਦੇਣ ਦਾ ਐਲਾਨ ਕੀਤਾ ਗਿਆ ਹੈ। ਇਹ ਵਜ਼ੀਫ਼ਾ ਮੈਰਿਟ ਦੇ ਆਧਾਰ 'ਤੇ ਦਿੱਤਾ ਜਾਵੇਗਾ। ਪ੍ਰਬੰਧਕਾਂ ਨੇ ਕਿਹਾ ਕਿ ਹਰ ਸਾਲ ਇਹ ਸਮਾਗਮ ਕਰਵਾਇਆ ਜਾਵੇਗਾ ਤਾਂ ਜੋ ਬੱਚਿਆਂ ਵਿਚ ਮੁਕਾਬਲੇ ਦੀ ਭਾਵਨਾ ਪੈਦਾ ਹੋਵੇ। ਇਸ ਮੌਕੇ ਅਧਿਆਪਕਾਂ ਨੂੰ ਵੀ ਉਨ੍ਹਾਂ ਦੀ ਸ਼ਾਨਦਾਰ ਕਾਰਗੁਜ਼ਾਰੀ ਲਈ ਸਨਮਾਨਿਤ ਕੀਤਾ ਗਿਆ। xyxy=(499,222,589,251)
govt-ad-body: ਜ਼ਿਲ੍ਹੇ ਦੇ ਵਿਕਾਸ ਕੰਮਾਂ ਲਈ ਈ-ਟੈਂਡਰ ਮੰਗੇ ਜਾਂਦੇ ਹਨ। ਇਛੁੱਕ ਠੇਕੇਦਾਰ ਨਿਰਧਾਰਤ ਮਿਤੀ ਤੱਕ ਆਪਣੀਆਂ ਬੋਲੀਆਂ ਆਨਲਾਈਨ ਜਮ੍ਹਾਂ ਕਰਵਾ ਸਕਦੇ ਹਨ। xyxy=(365,830,489,839)
govt-ad-press-no: PR-Advt.-No. 1073/2026 xyxy=(501,801,531,805)
col3-body-a: ਸੰਸਥਾ ਦੇ ਮੁਖੀ ਨੇ ਦੱਸਿਆ ਕਿ ਨਵੀਂ ਇਮਾਰਤ ਵਿਚ ਆਧੁਨਿਕ ਲੈਬਾਰਟਰੀਆਂ, ਲਾਇਬ੍ਰੇਰੀ ਅਤੇ ਖੇਡ ਮੈਦਾਨ ਦੀ ਸੁਵਿਧਾ ਉਪਲਬਧ ਹੋਵੇਗੀ। ਵਿਦਿਆਰਥੀਆਂ ਨੂੰ ਪੜ੍ਹਾਈ ਦੇ ਨਾਲ-ਨਾਲ ਖੇਡਾਂ ਵਿਚ ਵੀ ਅੱਗੇ ਵਧਣ ਦਾ ਮੌਕਾ ਮਿਲੇਗਾ। ਇਸ ਮੌਕੇ ਵਿਦਿਆਰਥੀਆਂ ਵੱਲੋਂ ਰੰਗਾਰੰਗ ਸੱਭਿਆਚਾਰਕ ਪ੍ਰੋਗਰਾਮ ਪੇਸ਼ ਕੀਤਾ ਗਿਆ ਜਿਸ ਨੇ ਸਭ ਦਾ ਮਨ ਮੋਹ ਲਿਆ। ਮੁੱਖ ਮਹਿਮਾਨ ਨੇ ਜੇਤੂ ਵਿਦਿਆਰਥੀਆਂ ਨੂੰ ਇਨਾਮ ਵੰਡੇ। ਉਨ੍ਹਾਂ ਕਿਹਾ ਕਿ ਅਜੋਕੇ ਮੁਕਾਬਲੇਬਾਜ਼ੀ ਦੇ ਯੁੱਗ ਵਿਚ ਮਿਹਨਤ ਹੀ ਸਫਲਤਾ ਦੀ ਕੁੰਜੀ ਹੈ। ਮਾਪਿਆਂ ਨੂੰ ਵੀ ਅਪੀਲ ਕੀਤੀ ਗਈ ਕਿ ਉਹ ਬੱਚਿਆਂ ਦੀ ਪੜ੍ਹਾਈ ਵੱਲ ਵਿਸ਼ੇਸ਼ ਧਿਆਨ ਦੇਣ। ਸਮਾਗਮ ਦੇ ਅੰਤ ਵਿਚ ਧੰਨਵਾਦੀ ਮਤਾ ਪੇਸ਼ ਕੀਤਾ ਗਿਆ ਅਤੇ ਸਾਰੇ ਮਹਿਮਾਨਾਂ ਨੂੰ ਯਾਦਗਾਰੀ ਚਿੰਨ੍ਹ ਭੇਟ ਕੀਤੇ ਗਏ। xyxy=(359,152,493,186)
govt-ad xyxy=(362,798,492,849)
weather-box xyxy=(20,273,185,311)
classified-ad: ਕੰਪਿਊਟਰ ਕੋਰਸ, ਟੈਲੀ, ਡੀ.ਟੀ.ਪੀ. ਸਿਖਲਾਈ ਕੇਂਦਰ, ਦਾਖ਼ਲੇ ਜਾਰੀ। ਫ਼ੋਨ : 81460-33221 xyxy=(20,752,66,759)
public-notice-body: ਸਬੰਧਤ ਧਿਰਾਂ ਨੂੰ ਸੂਚਿਤ ਕੀਤਾ ਜਾਂਦਾ ਹੈ ਕਿ ਬਕਾਇਆ ਰਕਮ ਦੀ ਅਦਾਇਗੀ ਨਾ ਹੋਣ ਤੇ ਕਾਨੂੰਨੀ ਕਾਰਵਾਈ ਕੀਤੀ ਜਾਵੇਗੀ। xyxy=(377,618,492,627)
classified-heading-block xyxy=(68,747,114,757)
tender-notice xyxy=(498,672,669,755)
govt-ad-sub: ਨਿਗਮ ਮੰਡਲ, ਲੁਧਿਆਣਾ xyxy=(380,759,407,764)
thought-box xyxy=(593,206,669,231)
tender-table xyxy=(501,701,666,732)
gold-row-value: 1,48,450 xyxy=(112,228,182,235)
tender-cell: 16600 xyxy=(625,726,648,731)
govt-ad-sign: ਸਹੀ/- ਜ਼ਿਲ੍ਹਾ ਸਿੱਖਿਆ ਅਫ਼ਸਰ xyxy=(456,717,489,722)
state-emblem-icon xyxy=(455,735,466,748)
govt-ads-column xyxy=(362,672,492,884)
govt-label: ਪੰਜਾਬ ਸਰਕਾਰ xyxy=(593,273,669,282)
lead-subheadline: ਕਰੋੜ ਦਾ ਸਿਲਾ ਪੁਰਾ ਸ਼ਹਿਰੀ ਬੁਨਿਆਦ ਦੇ ਨਾਲ xyxy=(51,156,154,164)
classified-heading: ਨੌਕਰੀ ਦੀ ਲੋੜ xyxy=(128,718,150,724)
table-row xyxy=(24,242,182,249)
govt-ad-sign: ਸਹੀ/- ਕਾਰਜਕਾਰੀ ਇੰਜੀਨੀਅਰ xyxy=(390,784,422,789)
govt-ad-press-no: PR-Advt.-No. 1073/2026 xyxy=(365,788,395,792)
public-notice xyxy=(257,613,376,630)
column-two xyxy=(190,142,353,266)
classified-web[interactable]: Online Classified Booking : www.ajitjalandhar.com xyxy=(286,626,347,630)
state-emblem-icon xyxy=(535,762,546,775)
column-five xyxy=(593,142,669,297)
company-ad-body: Contact : 98760-14532, Furniture Owner Colony Nimsa 9870266251 xyxy=(310,725,358,732)
state-emblem-icon xyxy=(422,801,433,814)
govt-ad-press-no: PR-Advt.-No. 1310/2026 xyxy=(501,885,532,889)
col2-body-b: ਇਸ ਤੋਂ ਇਲਾਵਾ ਟ੍ਰੈਫ਼ਿਕ ਪੁਲਿਸ ਨੇ ਵੀ ਵਿਸ਼ੇਸ਼ ਚੈਕਿੰਗ ਮੁਹਿੰਮ ਚਲਾਈ ਜਿਸ ਦੌਰਾਨ ਬਿਨਾਂ ਹੈਲਮਟ ਅਤੇ ਬਿਨਾਂ ਕਾਗਜ਼ਾਤ ਚੱਲਣ ਵਾਲੇ ਵਾਹਨ ਚਾਲਕਾਂ ਦੇ ਚਲਾਨ ਕੱਟੇ ਗਏ। ਅਧਿਕਾਰੀਆਂ ਨੇ ਕਿਹਾ ਕਿ ਸੜਕ ਸੁਰੱਖਿਆ ਨਿਯਮਾਂ ਦੀ ਪਾਲਣਾ ਕਰਨਾ ਹਰ ਨਾਗਰਿਕ ਦਾ ਫ਼ਰਜ਼ ਹੈ। xyxy=(273,169,353,193)
classified-ad: ਰਾਮਗੜ੍ਹੀਆ ਸਿੱਖ ਲੜਕੀ, ਉਮਰ 26 ਸਾਲ, ਕੱਦ 5'-4", ਬੀ.ਐਡ., ਅਧਿਆਪਕਾ, ਲਈ ਯੋਗ ਵਰ ਦੀ ਲੋੜ। ਫ਼ੋਨ : 94170-22114 xyxy=(20,698,66,709)
public-notice-body: ਸਰਵ ਸਾਧਾਰਨ ਨੂੰ ਸੂਚਿਤ ਕੀਤਾ ਜਾਂਦਾ ਹੈ ਕਿ ਮੇਰਾ ਨਾਮ ਪਹਿਲਾਂ ਰਿਕਾਰਡ ਵਿਚ ਗ਼ਲਤ ਦਰਜ ਸੀ। ਹੁਣ ਸਹੀ ਕਰਵਾਇਆ ਗਿਆ ਹੈ। ਸਬੰਧਤ ਨੋਟ ਕਰਨ। xyxy=(22,618,136,627)
lead-photo-3-wrap xyxy=(359,56,493,125)
govt-ad-press-no: PR-Advt.-No. 1002/2026 xyxy=(432,779,461,783)
display-ad-image-laptop xyxy=(310,737,358,767)
thought-box-title: ਸਮਝੋ ਵਿਚਾਰ ... xyxy=(619,208,643,214)
public-notice-strip xyxy=(20,610,669,633)
display-ad-caption: Property For Sale xyxy=(323,707,345,710)
display-ad-body: ਚੱਲਦਾ ਕਾਰੋਬਾਰ ਵਿਕਾਊ/ਪਾਰਟਨਰ ਦੀ ਲੋੜ। xyxy=(166,750,206,754)
note-box-3 xyxy=(359,188,493,198)
tender-cell: 3 xyxy=(502,716,514,721)
col3-body-c: ਵੱਖ-ਵੱਖ ਜਥੇਬੰਦੀਆਂ ਨੇ ਵੀ ਇਸ ਪਹਿਲ ਦਾ ਸਵਾਗਤ ਕੀਤਾ ਅਤੇ ਕਿਹਾ ਕਿ ਇਸ ਨਾਲ ਇਲਾਕੇ ਦਾ ਸਰਬਪੱਖੀ ਵਿਕਾਸ ਹੋਵੇਗਾ। ਅਖੀਰ ਵਿਚ ਸਾਰਿਆਂ ਨੇ ਮਿਲ ਕੇ ਕੰਮ ਕਰਨ ਦਾ ਸੰਕਲਪ ਲਿਆ। xyxy=(359,228,490,238)
govt-ad-sign: ਸਹੀ/- ਮੁੱਖ ਆਰਕੀਟੈਕਟ xyxy=(641,881,666,886)
columnist-text: ਅੱਜ ਦੇ ਸਮੇਂ ਵਿਚ ਸਿੱਖਿਆ ਦੀ ਮਹੱਤਤਾ ਪਹਿਲਾਂ ਨਾਲੋਂ ਕਿਤੇ ਵੱਧ ਗਈ ਹੈ। ਸਾਨੂੰ ਆਪਣੇ ਬੱਚਿਆਂ ਨੂੰ ਚੰਗੀ ਸਿੱਖਿਆ ਦੇਣੀ ਚਾਹੀਦੀ ਹੈ। xyxy=(593,233,647,246)
govt-ad-press-no: PR-Advt.-No. 1198/2026 xyxy=(501,836,532,840)
govt-ad xyxy=(585,758,669,808)
columnist-block xyxy=(593,233,669,269)
right-top-subline: ( ਸਫ਼ਾ 1 ਦੀ ਬਾਕੀ ) xyxy=(532,152,556,157)
masthead-date: ਸ਼ੁੱਕਰਵਾਰ, 27 ਫਰਵਰੀ, 2026 xyxy=(563,32,635,39)
govt-ad-header: ਪੰਜਾਬ ਰਾਜ ਬਿਜਲੀ ਨਿਗਮ ਲਿਮਟਿਡ xyxy=(600,775,654,781)
display-ad-body: ਦਫ਼ਤਰੀ ਕੰਮ ਲਈ ਕੰਪਿਊਟਰ ਜਾਣਕਾਰ ਮੁੰਡੇ/ਕੁੜੀਆਂ ਦੀ ਲੋੜ। xyxy=(214,710,260,717)
govt-ad-sub: ਦਫ਼ਤਰ ਡਿਪਟੀ ਕਮਿਸ਼ਨਰ xyxy=(412,821,442,826)
govt-ad xyxy=(362,852,492,884)
tender-cell: 9.85 xyxy=(583,706,625,711)
col3-body-b: ਇਸੇ ਦੌਰਾਨ ਇਲਾਕੇ ਦੇ ਵਸਨੀਕਾਂ ਨੇ ਮੰਗ ਕੀਤੀ ਕਿ ਆਵਾਜਾਈ ਦੀ ਸਮੱਸਿਆ ਨੂੰ ਹੱਲ ਕਰਨ ਲਈ ਨਵੀਂ ਬੱਸ ਸੇਵਾ ਸ਼ੁਰੂ ਕੀਤੀ ਜਾਵੇ। ਪ੍ਰਸ਼ਾਸਨ ਨੇ ਭਰੋਸਾ ਦਿਵਾਇਆ ਕਿ ਮੰਗਾਂ 'ਤੇ ਜਲਦੀ ਹੀ ਗੌਰ ਕੀਤੀ ਜਾਵੇਗੀ। xyxy=(359,200,493,215)
display-ad-title: ਜ਼ਰੂਰਤ ਹੈ xyxy=(230,672,244,677)
govt-ad-header: ਪੰਜਾਬ ਜਲ ਸਪਲਾਈ ਅਤੇ ਸੀਵਰੇਜ ਬੋਰਡ xyxy=(511,775,569,781)
govt-ad-body: ਬਿਜਲੀ ਲਾਈਨਾਂ ਦੀ ਮੁਰੰਮਤ ਅਤੇ ਨਵੀਂ ਉਸਾਰੀ ਦੇ ਕੰਮਾਂ ਲਈ ਟੈਂਡਰ ਮੰਗੇ ਜਾਂਦੇ ਹਨ। ਵੇਰਵੇ ਦਫ਼ਤਰੀ ਸਮੇਂ ਦੌਰਾਨ ਵੇਖੇ ਜਾ ਸਕਦੇ ਹਨ। xyxy=(432,762,489,775)
classified-ad: ਰਾਮਗੜ੍ਹੀਆ ਸਿੱਖ ਲੜਕੀ, ਉਮਰ 26 ਸਾਲ, ਕੱਦ 5'-4", ਬੀ.ਐਡ., ਅਧਿਆਪਕਾ, ਲਈ ਯੋਗ ਵਰ ਦੀ ਲੋੜ। ਫ਼ੋਨ : 94170-22114 xyxy=(68,759,114,769)
tender-cell: 5 xyxy=(502,726,514,731)
govt-ad-sign: ਸਹੀ/- ਸਹਾਇਕ ਇੰਜੀਨੀਅਰ xyxy=(460,775,489,780)
display-ad-image xyxy=(166,725,212,751)
classified-email[interactable]: Email id : omaclassified@ajitmail.com xyxy=(174,626,221,630)
display-ad-caption: Office Staff xyxy=(230,707,244,710)
column-rule-3 xyxy=(496,56,497,611)
gold-box-subtitle: ਸੋਨਾ-ਚਾਂਦੀ (ਰੁਪਏ ਪ੍ਰਤੀ 10 ਗ੍ਰਾਮ) xyxy=(80,216,125,221)
public-notice-body: ਆਮ ਜਨਤਾ ਨੂੰ ਸੂਚਿਤ ਕੀਤਾ ਜਾਂਦਾ ਹੈ ਕਿ ਜਾਇਦਾਦ ਸਬੰਧੀ ਕਿਸੇ ਵੀ ਤਰ੍ਹਾਂ ਦਾ ਇਤਰਾਜ਼ 15 ਦਿਨਾਂ ਦੇ ਅੰਦਰ ਦਰਜ ਕਰਵਾਇਆ ਜਾਵੇ। xyxy=(140,618,255,627)
photo-figures xyxy=(21,81,184,117)
state-emblem-icon xyxy=(422,676,433,689)
tender-cell: Construction of public toilet block xyxy=(513,726,583,731)
tender-preview xyxy=(495,613,669,630)
tender-col-head: Estimated Cost (Rs. in Lacs) xyxy=(583,701,625,706)
masthead-logo: ਅਜੀਤ xyxy=(315,22,372,47)
company-ad-name: SBI Home Public School (Branch), Tara Nagar, Jalandhar xyxy=(262,721,308,728)
state-emblem-icon xyxy=(578,850,589,863)
gold-side-note: 4/7/8 ਦਰਜ xyxy=(148,259,182,267)
gold-row-label: ਚਾਂਦੀ xyxy=(24,235,112,242)
display-ad-image xyxy=(166,677,212,705)
tender-intro: Online e-tenders are invited from eligible contractors for the following works on behalf of Municipal Council Lalru. Tender documents can be downloaded from the website www.eproc.punjab.gov.in xyxy=(501,689,666,698)
display-ad-image xyxy=(214,677,260,707)
govt-ad-press-no: PR-Advt.-No. 1002/2026 xyxy=(588,797,618,801)
classified-col-2 xyxy=(68,672,114,769)
print-registration-bar: 1-9-7-3+1.6our gal. 2 13-1/2-3.1 LL 13 PM Page 1 xyxy=(8,4,110,8)
columnist-portrait xyxy=(649,233,669,257)
display-ad-body: ਕੰਪਨੀ ਲਈ ਤਜਰਬੇਕਾਰ ਸਟਾਫ਼ ਦੀ ਲੋੜ ਹੈ। ਯੋਗ ਉਮੀਦਵਾਰ ਸੰਪਰਕ ਕਰਨ। xyxy=(166,708,212,715)
tender-cell: 45 Days xyxy=(648,711,665,716)
govt-ad-body: ਇਸ ਦਫ਼ਤਰ ਵੱਲੋਂ ਸਰਕਾਰੀ ਸਕੂਲਾਂ ਵਿਚ ਲੋੜੀਂਦੇ ਸਾਮਾਨ ਦੀ ਖ਼ਰੀਦ ਲਈ ਈ-ਟੈਂਡਰ ਮੰਗੇ ਜਾਂਦੇ ਹਨ। ਵਧੇਰੇ ਜਾਣਕਾਰੀ ਲਈ ਵੈੱਬਸਾਈਟ ਵੇਖੀ ਜਾ ਸਕਦੀ ਹੈ। ਟੈਂਡਰ ਜਮ੍ਹਾਂ ਕਰਵਾਉਣ ਦੀ ਆਖ਼ਰੀ ਮਿਤੀ 13.03.2026 ਹੈ। xyxy=(365,705,489,714)
tender-cell: 20 Days xyxy=(648,716,665,721)
classified-heading: ਵਿਦਿਅਕ xyxy=(132,674,146,680)
tender-cell: 6.50 xyxy=(583,716,625,721)
govt-ad xyxy=(498,758,582,808)
classified-banner-subtitle: Advertisement xyxy=(312,652,361,659)
classified-heading-block xyxy=(68,672,114,682)
govt-ad-body: ਨਗਰ ਪੰਚਾਇਤ ਦੀ ਸੀਮਾ ਅੰਦਰ ਦੁਕਾਨਾਂ ਦੀ ਬੋਲੀ ਮਿਤੀ 10.03.2026 ਨੂੰ ਹੋਵੇਗੀ। ਇਛੁੱਕ ਵਿਅਕਤੀ ਨਿਯਤ ਸਮੇਂ 'ਤੇ ਪਹੁੰਚਣ। xyxy=(501,828,628,833)
tender-title-2: NOTICE INVITING E-TENDER xyxy=(554,680,613,686)
classified-banner xyxy=(20,642,669,668)
company-ad xyxy=(310,722,358,732)
govt-ad-sign: ਸਹੀ/- ਡਿਪਟੀ ਕਮਿਸ਼ਨਰ xyxy=(463,838,489,843)
page-number: 10 xyxy=(648,24,667,43)
public-notice xyxy=(376,613,495,630)
classified-display-4 xyxy=(310,672,358,770)
gold-row-value: 1,64,500 xyxy=(112,249,182,256)
display-ad-caption: Nursing Staff xyxy=(277,707,293,710)
govt-ad xyxy=(498,811,669,843)
classified-ad: ਸਾਇਨੀ ਸਿੱਖ ਲੜਕਾ, ਉਮਰ 31, ਕੈਨੇਡਾ ਪੀ.ਆਰ., ਲਈ ਲੜਕੀ ਦੀ ਲੋੜ। ਸੰਪਰਕ : 98140-55677 xyxy=(20,713,66,720)
display-ad-title: Medical xyxy=(277,672,293,677)
table-row xyxy=(24,228,182,235)
